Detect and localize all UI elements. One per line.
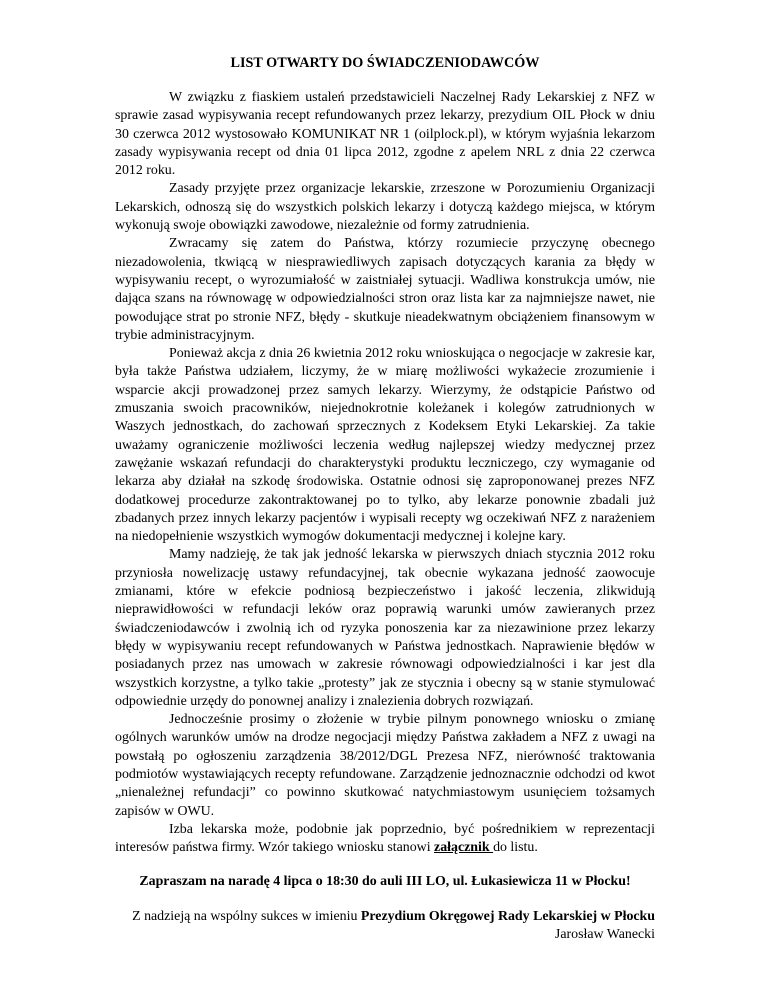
paragraph-2: Zasady przyjęte przez organizacje lekarskie, zrzeszone w Porozumieniu Organizacji Lekarskich, odnoszą się do wszystkich polskich lekarzy i dotyczą każdego miejsca, w którym wykonują swoje obowiązki zawodowe, niezależnie od formy zatrudnienia. <box>115 181 655 234</box>
paragraph-7-tail: do listu. <box>493 840 538 856</box>
paragraph-3: Zwracamy się zatem do Państwa, którzy rozumiecie przyczynę obecnego niezadowolenia, tkwiącą w niesprawiedliwych zapisach dotyczących karania za błędy w wypisywaniu recept, o wyrozumiałość w zaistniałej sytuacji. Wadliwa konstrukcja umów, nie dająca szans na równowagę w odpowiedzialności stron oraz lista kar za najmniejsze nawet, nie powodujące strat po stronie NFZ, błędy - skutkuje nieadekwatnym obciążeniem finansowym w trybie administracyjnym. <box>115 236 655 343</box>
closing-line <box>115 908 655 926</box>
paragraph-7-text: Izba lekarska może, podobnie jak poprzednio, być pośrednikiem w reprezentacji interesów państwa firmy. Wzór takiego wniosku stanowi <box>115 821 655 856</box>
paragraph-4: Ponieważ akcja z dnia 26 kwietnia 2012 roku wnioskująca o negocjacje w zakresie kar, była także Państwa udziałem, liczymy, że w miarę możliwości wykażecie zrozumienie i wsparcie akcji prowadzonej przez samych lekarzy. Wierzymy, że odstąpicie Państwo od zmuszania swoich pracowników, niejednokrotnie koleżanek i kolegów zatrudnionych w Waszych jednostkach, do zachowań sprzecznych z Kodeksem Etyki Lekarskiej. Za takie uważamy ograniczenie możliwości leczenia według najlepszej wiedzy medycznej przez zawężanie wskazań refundacji do charakterystyki produktu leczniczego, czy wymaganie od lekarza aby działał na szkodę środowiska. Ostatnie odnosi się zaproponowanej prezes NFZ dodatkowej procedurze zakontraktowanej po to tylko, aby lekarze ponownie zbadali już zbadanych przez innych lekarzy pacjentów i wypisali recepty wg oczekiwań NFZ z narażeniem na niedopełnienie wszystkich wymogów dokumentacji medycznej i kolejne kary. <box>115 346 655 545</box>
paragraph-1: W związku z fiaskiem ustaleń przedstawicieli Naczelnej Rady Lekarskiej z NFZ w sprawie zasad wypisywania recept refundowanych przez lekarzy, prezydium OIL Płock w dniu 30 czerwca 2012 wystosowało KOMUNIKAT NR 1 (oilplock.pl), w którym wyjaśnia lekarzom zasady wypisywania recept od dnia 01 lipca 2012, zgodne z apelem NRL z dnia 22 czerwca 2012 roku. <box>115 90 655 179</box>
paragraph-7 <box>115 821 655 858</box>
meeting-invitation: Zapraszam na naradę 4 lipca o 18:30 do auli III LO, ul. Łukasiewicza 11 w Płocku! <box>139 874 631 890</box>
closing-organization: Prezydium Okręgowej Rady Lekarskiej w Płocku <box>360 908 655 924</box>
letter-page <box>115 54 655 944</box>
paragraph-5: Mamy nadzieję, że tak jak jedność lekarska w pierwszych dniach stycznia 2012 roku przyniosła nowelizację ustawy refundacyjnej, tak obecnie wykazana jedność zaowocuje zmianami, które w efekcie podniosą bezpieczeństwo i jakość leczenia, zlikwidują nieprawidłowości w refundacji leków oraz poprawią warunki umów zawieranych przez świadczeniodawców i zwolnią ich od ryzyka ponoszenia kar za niezawinione przez lekarzy błędy w wypisywaniu recept refundowanych w Państwa jednostkach. Naprawienie błędów w posiadanych przez nas umowach w zakresie równowagi odpowiedzialności i kar jest dla wszystkich korzystne, a tylko takie „protesty” jak ze stycznia i obecny są w stanie stymulować odpowiednie urzędy do ponownej analizy i znalezienia dobrych rozwiązań. <box>115 547 655 709</box>
paragraph-6: Jednocześnie prosimy o złożenie w trybie pilnym ponownego wniosku o zmianę ogólnych warunków umów na drodze negocjacji między Państwa zakładem a NFZ z uwagi na powstałą po ogłoszeniu zarządzenia 38/2012/DGL Prezesa NFZ, nierówność traktowania podmiotów wystawiających recepty refundowane. Zarządzenie jednoznacznie odchodzi od kwot „nienależnej refundacji” co powinno skutkować natychmiastowym usunięciem tożsamych zapisów w OWU. <box>115 712 655 819</box>
letter-title: LIST OTWARTY DO ŚWIADCZENIODAWCÓW <box>230 55 540 71</box>
signature-name: Jarosław Wanecki <box>554 927 655 943</box>
closing-prefix: Z nadzieją na wspólny sukces w imieniu <box>132 908 361 924</box>
attachment-link[interactable]: załącznik <box>434 840 494 856</box>
